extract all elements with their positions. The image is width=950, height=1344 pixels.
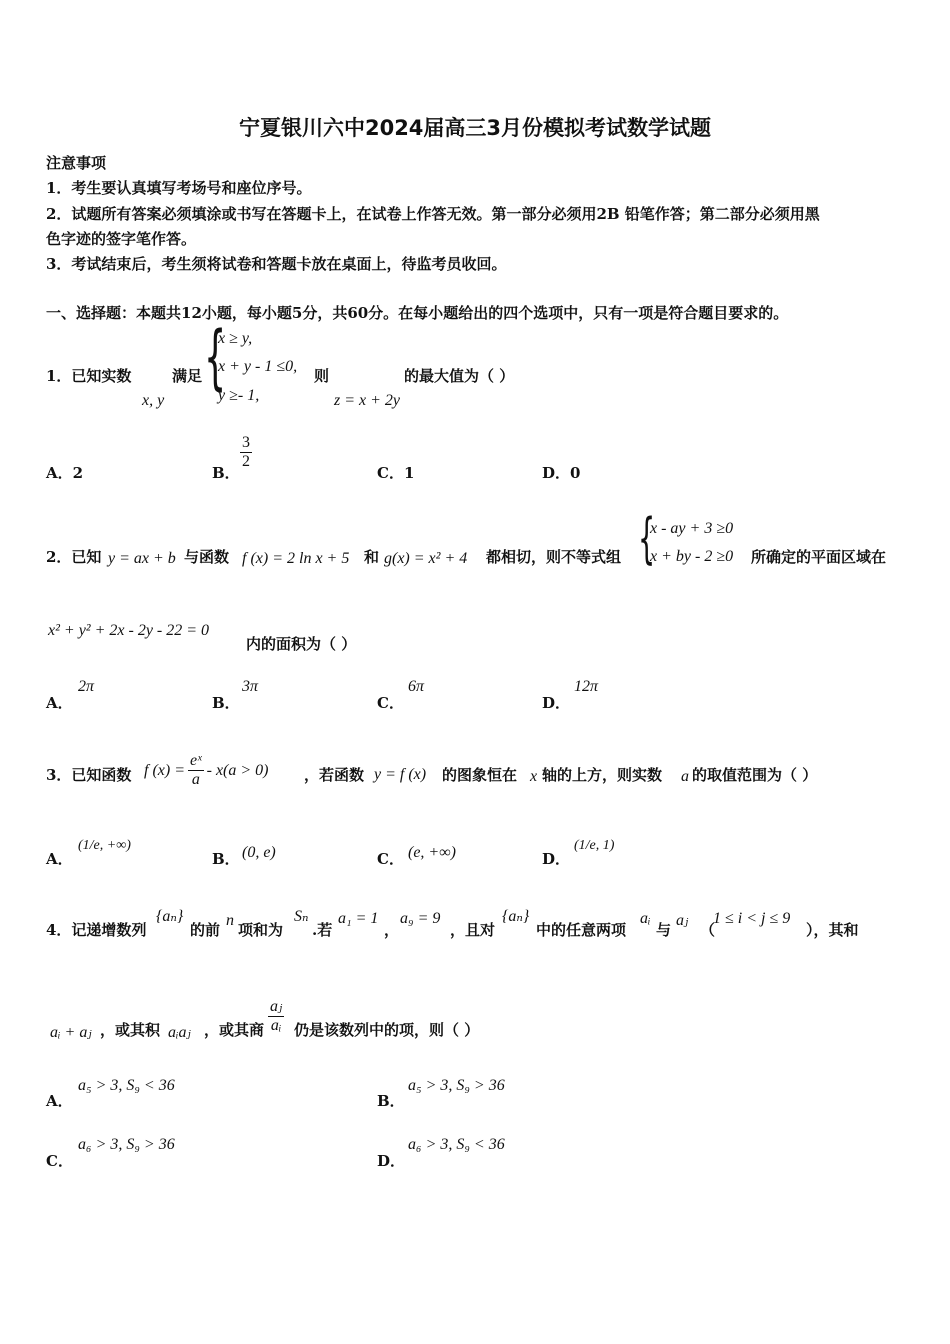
q4-range: 1 ≤ i < j ≤ 9 <box>713 910 791 927</box>
q4-text-9: ），其和 <box>806 921 859 939</box>
q1-option-c[interactable]: C．1 <box>377 464 415 482</box>
q3-text-4: 轴的上方，则实数 <box>542 766 663 784</box>
q2-option-b-value: 3π <box>242 678 259 695</box>
q2-g: g(x) = x² + 4 <box>384 550 468 567</box>
notice-item-2: 2．试题所有答案必须填涂或书写在答题卡上，在试卷上作答无效。第一部分必须用2B 铅笔作答；第二部分必须用黑 <box>46 205 820 223</box>
q1-brace: { <box>204 316 227 398</box>
q1-expr: z = x + 2y <box>334 392 401 409</box>
q1-b-denominator: 2 <box>242 453 250 470</box>
q4-text-12: 仍是该数列中的项，则（ ） <box>294 1021 480 1039</box>
q3-option-c-label[interactable]: C． <box>377 850 404 868</box>
q2-option-a-value: 2π <box>78 678 95 695</box>
q2-line: y = ax + b <box>108 550 176 567</box>
notice-item-3: 3．考试结束后，考生须将试卷和答题卡放在桌面上，待监考员收回。 <box>46 255 507 273</box>
q2-circle: x² + y² + 2x - 2y - 22 = 0 <box>48 622 210 639</box>
q4-prod: aᵢaⱼ <box>168 1024 191 1041</box>
q1-text-3: 则 <box>314 367 330 385</box>
q4-text-4: .若 <box>312 921 333 939</box>
q3-text-1: 3．已知函数 <box>46 766 132 784</box>
section-heading: 一、选择题：本题共12小题，每小题5分，共60分。在每小题给出的四个选项中，只有一项是符合题目要求的。 <box>46 304 789 322</box>
q2-option-b-label[interactable]: B． <box>212 694 240 712</box>
q3-text-2: ，若函数 <box>304 766 365 784</box>
q1-vars: x, y <box>142 392 165 409</box>
q2-option-d-value: 12π <box>574 678 599 695</box>
q1-option-b-value <box>240 434 252 471</box>
q4-text-5: ，且对 <box>450 921 496 939</box>
q2-text-4: 都相切，则不等式组 <box>486 548 622 566</box>
q3-option-a-label[interactable]: A． <box>46 850 73 868</box>
q2-option-d-label[interactable]: D． <box>542 694 571 712</box>
q4-quotient <box>268 996 284 1035</box>
q4-text-1: 4．记递增数列 <box>46 921 147 939</box>
q2-ineq-1: x - ay + 3 ≥0 <box>650 520 734 537</box>
q2-option-c-label[interactable]: C． <box>377 694 404 712</box>
q4-text-6: 中的任意两项 <box>536 921 627 939</box>
q4-option-b-label[interactable]: B． <box>377 1092 405 1110</box>
q1-text-2: 满足 <box>172 367 203 385</box>
q1-b-numerator: 3 <box>242 434 250 451</box>
q3-f-denominator: a <box>191 771 200 788</box>
q3-f-numerator: eˣ <box>190 752 202 769</box>
q4-n: n <box>226 912 234 929</box>
q4-text-7: 与 <box>656 921 672 939</box>
notice-item-2-cont: 色字迹的签字笔作答。 <box>46 230 197 248</box>
q4-option-c-label[interactable]: C． <box>46 1152 73 1170</box>
q2-text-1: 2．已知 <box>46 548 102 566</box>
q4-option-b-value: a₅ > 3, S₉ > 36 <box>408 1077 505 1094</box>
q3-option-b-value: (0, e) <box>242 844 276 861</box>
q4-option-c-value: a₆ > 3, S₉ > 36 <box>78 1136 175 1153</box>
q4-q-numerator: aⱼ <box>270 998 283 1015</box>
q4-q-denominator: aᵢ <box>270 1017 282 1034</box>
q3-option-c-value: (e, +∞) <box>408 844 456 861</box>
q4-seq-2: {aₙ} <box>502 908 530 925</box>
q3-option-b-label[interactable]: B． <box>212 850 240 868</box>
q4-a1: a₁ = 1 <box>338 910 379 927</box>
q3-text-5: 的取值范围为（ ） <box>692 766 818 784</box>
q3-f-lhs: f (x) = <box>144 761 185 779</box>
notice-item-1: 1．考生要认真填写考场号和座位序号。 <box>46 179 312 197</box>
q3-function <box>144 752 269 789</box>
q1-option-d[interactable]: D．0 <box>542 464 581 482</box>
q3-a: a <box>681 768 689 785</box>
q2-option-a-label[interactable]: A． <box>46 694 73 712</box>
q4-option-d-label[interactable]: D． <box>377 1152 406 1170</box>
q3-f-rhs: - x(a > 0) <box>206 761 269 779</box>
q2-text-2: 与函数 <box>184 548 230 566</box>
q1-option-a[interactable]: A．2 <box>46 464 84 482</box>
q2-text-6: 内的面积为（ ） <box>246 635 357 653</box>
q4-text-10: ，或其积 <box>100 1021 161 1039</box>
page-title: 宁夏银川六中2024届高三3月份模拟考试数学试题 <box>238 116 712 140</box>
q4-option-a-value: a₅ > 3, S₉ < 36 <box>78 1077 175 1094</box>
q2-option-c-value: 6π <box>408 678 425 695</box>
q3-x: x <box>530 768 538 785</box>
q4-text-11: ，或其商 <box>204 1021 265 1039</box>
q1-cond-2: x + y - 1 ≤0, <box>218 358 298 375</box>
q3-y: y = f (x) <box>374 766 427 783</box>
q2-ineq-2: x + by - 2 ≥0 <box>650 548 734 565</box>
q4-text-8: （ <box>700 921 716 939</box>
q2-text-5: 所确定的平面区域在 <box>751 548 887 566</box>
q3-text-3: 的图象恒在 <box>442 766 518 784</box>
q4-seq: {aₙ} <box>156 908 184 925</box>
q2-text-3: 和 <box>364 548 380 566</box>
q1-option-b-label[interactable]: B． <box>212 464 240 482</box>
q1-cond-3: y ≥- 1, <box>218 387 260 404</box>
q3-option-d-value: (1/e, 1) <box>574 838 615 853</box>
q1-cond-1: x ≥ y, <box>218 330 253 347</box>
q2-f: f (x) = 2 ln x + 5 <box>242 550 350 567</box>
q4-option-d-value: a₆ > 3, S₉ < 36 <box>408 1136 505 1153</box>
q1-text-4: 的最大值为（ ） <box>404 367 515 385</box>
q4-text-3: 项和为 <box>238 921 284 939</box>
q2-brace: { <box>638 507 656 570</box>
q4-ai: aᵢ <box>640 910 651 927</box>
q3-option-d-label[interactable]: D． <box>542 850 571 868</box>
q4-text-2: 的前 <box>190 921 221 939</box>
q4-aj: aⱼ <box>676 912 689 929</box>
q4-S: Sₙ <box>294 908 309 925</box>
q4-sum: aᵢ + aⱼ <box>50 1024 92 1041</box>
q3-option-a-value: (1/e, +∞) <box>78 838 131 853</box>
q4-a9: a₉ = 9 <box>400 910 441 927</box>
q1-text-1: 1．已知实数 <box>46 367 132 385</box>
notice-heading: 注意事项 <box>46 154 107 172</box>
q4-comma: ， <box>384 921 400 939</box>
q4-option-a-label[interactable]: A． <box>46 1092 73 1110</box>
